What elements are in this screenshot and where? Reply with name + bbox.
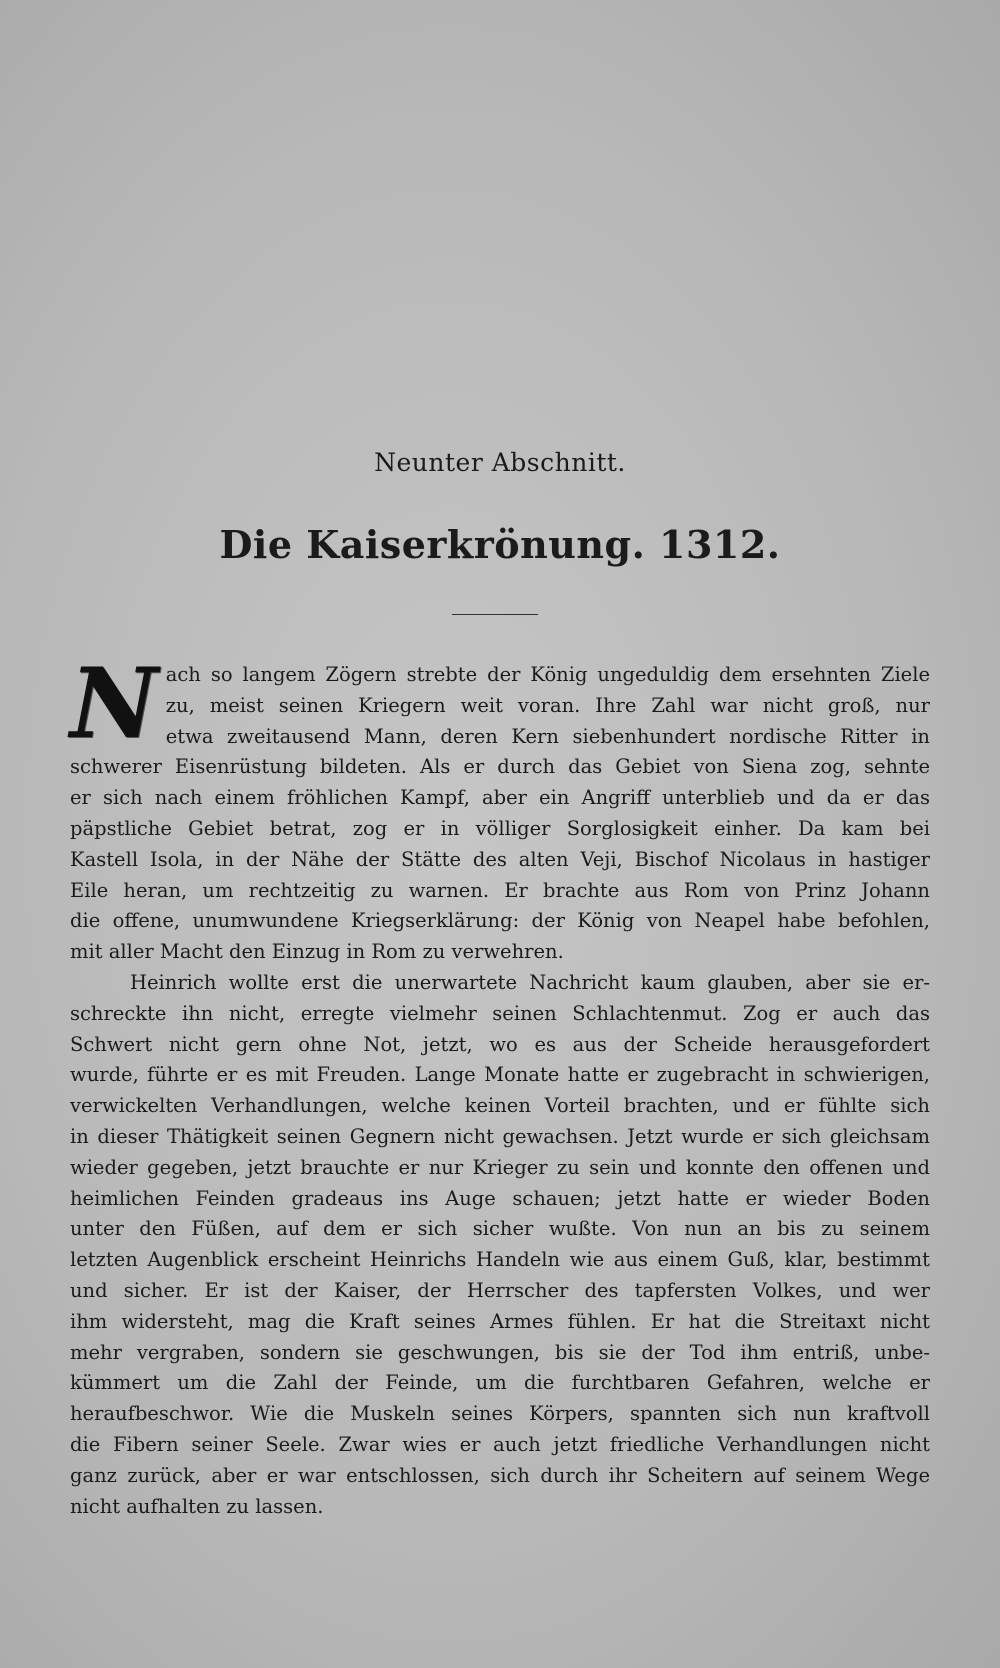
text-line: heimlichen Feinden gradeaus ins Auge schauen; jetzt hatte er wieder Boden (70, 1186, 930, 1210)
text-line: etwa zweitausend Mann, deren Kern siebenhundert nordische Ritter in (165, 724, 930, 748)
title-divider (452, 614, 538, 615)
text-line: Eile heran, um rechtzeitig zu warnen. Er brachte aus Rom von Prinz Johann (70, 878, 930, 902)
text-line: letzten Augenblick erscheint Heinrichs Handeln wie aus einem Guß, klar, bestimmt (70, 1248, 930, 1272)
text-line: in dieser Thätigkeit seinen Gegnern nicht gewachsen. Jetzt wurde er sich gleichsam (70, 1124, 930, 1148)
drop-cap: N (70, 647, 158, 760)
text-line: mit aller Macht den Einzug in Rom zu verwehren. (70, 940, 564, 964)
text-line: die Fibern seiner Seele. Zwar wies er auch jetzt friedliche Verhandlungen nicht (70, 1432, 930, 1456)
section-heading: Neunter Abschnitt. (374, 448, 626, 477)
paragraph-2 (70, 968, 930, 1522)
text-line: ach so langem Zögern strebte der König ungeduldig dem ersehnten Ziele (165, 663, 930, 686)
text-line: unter den Füßen, auf dem er sich sicher wußte. Von nun an bis zu seinem (70, 1217, 930, 1241)
paragraph-1 (70, 647, 930, 968)
chapter-title: Die Kaiserkrönung. 1312. (219, 522, 781, 567)
text-line: Schwert nicht gern ohne Not, jetzt, wo es aus der Scheide herausgefordert (70, 1032, 930, 1056)
text-line: die offene, unumwundene Kriegserklärung: der König von Neapel habe befohlen, (70, 909, 930, 933)
body-text (70, 647, 930, 1522)
text-line: wurde, führte er es mit Freuden. Lange Monate hatte er zugebracht in schwierigen, (70, 1063, 930, 1087)
text-line: nicht aufhalten zu lassen. (70, 1494, 324, 1518)
text-line: verwickelten Verhandlungen, welche keinen Vorteil brachten, und er fühlte sich (70, 1094, 930, 1118)
text-line: päpstliche Gebiet betrat, zog er in völliger Sorglosigkeit einher. Da kam bei (70, 816, 930, 840)
text-line: ihm widersteht, mag die Kraft seines Armes fühlen. Er hat die Streitaxt nicht (70, 1309, 930, 1333)
text-line: kümmert um die Zahl der Feinde, um die furchtbaren Gefahren, welche er (70, 1371, 930, 1395)
text-line: schreckte ihn nicht, erregte vielmehr seinen Schlachtenmut. Zog er auch das (70, 1001, 930, 1025)
text-line: schwerer Eisenrüstung bildeten. Als er durch das Gebiet von Siena zog, sehnte (70, 755, 930, 779)
text-line: Heinrich wollte erst die unerwartete Nachricht kaum glauben, aber sie er- (130, 970, 930, 994)
text-line: Kastell Isola, in der Nähe der Stätte des alten Veji, Bischof Nicolaus in hastiger (70, 847, 930, 871)
text-line: und sicher. Er ist der Kaiser, der Herrscher des tapfersten Volkes, und wer (70, 1278, 930, 1302)
text-line: heraufbeschwor. Wie die Muskeln seines Körpers, spannten sich nun kraftvoll (70, 1402, 930, 1426)
text-line: zu, meist seinen Kriegern weit voran. Ihre Zahl war nicht groß, nur (165, 693, 930, 717)
text-line: er sich nach einem fröhlichen Kampf, aber ein Angriff unterblieb und da er das (70, 786, 930, 810)
text-line: wieder gegeben, jetzt brauchte er nur Krieger zu sein und konnte den offenen und (70, 1155, 930, 1179)
text-line: mehr vergraben, sondern sie geschwungen, bis sie der Tod ihm entriß, unbe- (70, 1340, 930, 1364)
text-line: ganz zurück, aber er war entschlossen, sich durch ihr Scheitern auf seinem Wege (70, 1463, 930, 1487)
